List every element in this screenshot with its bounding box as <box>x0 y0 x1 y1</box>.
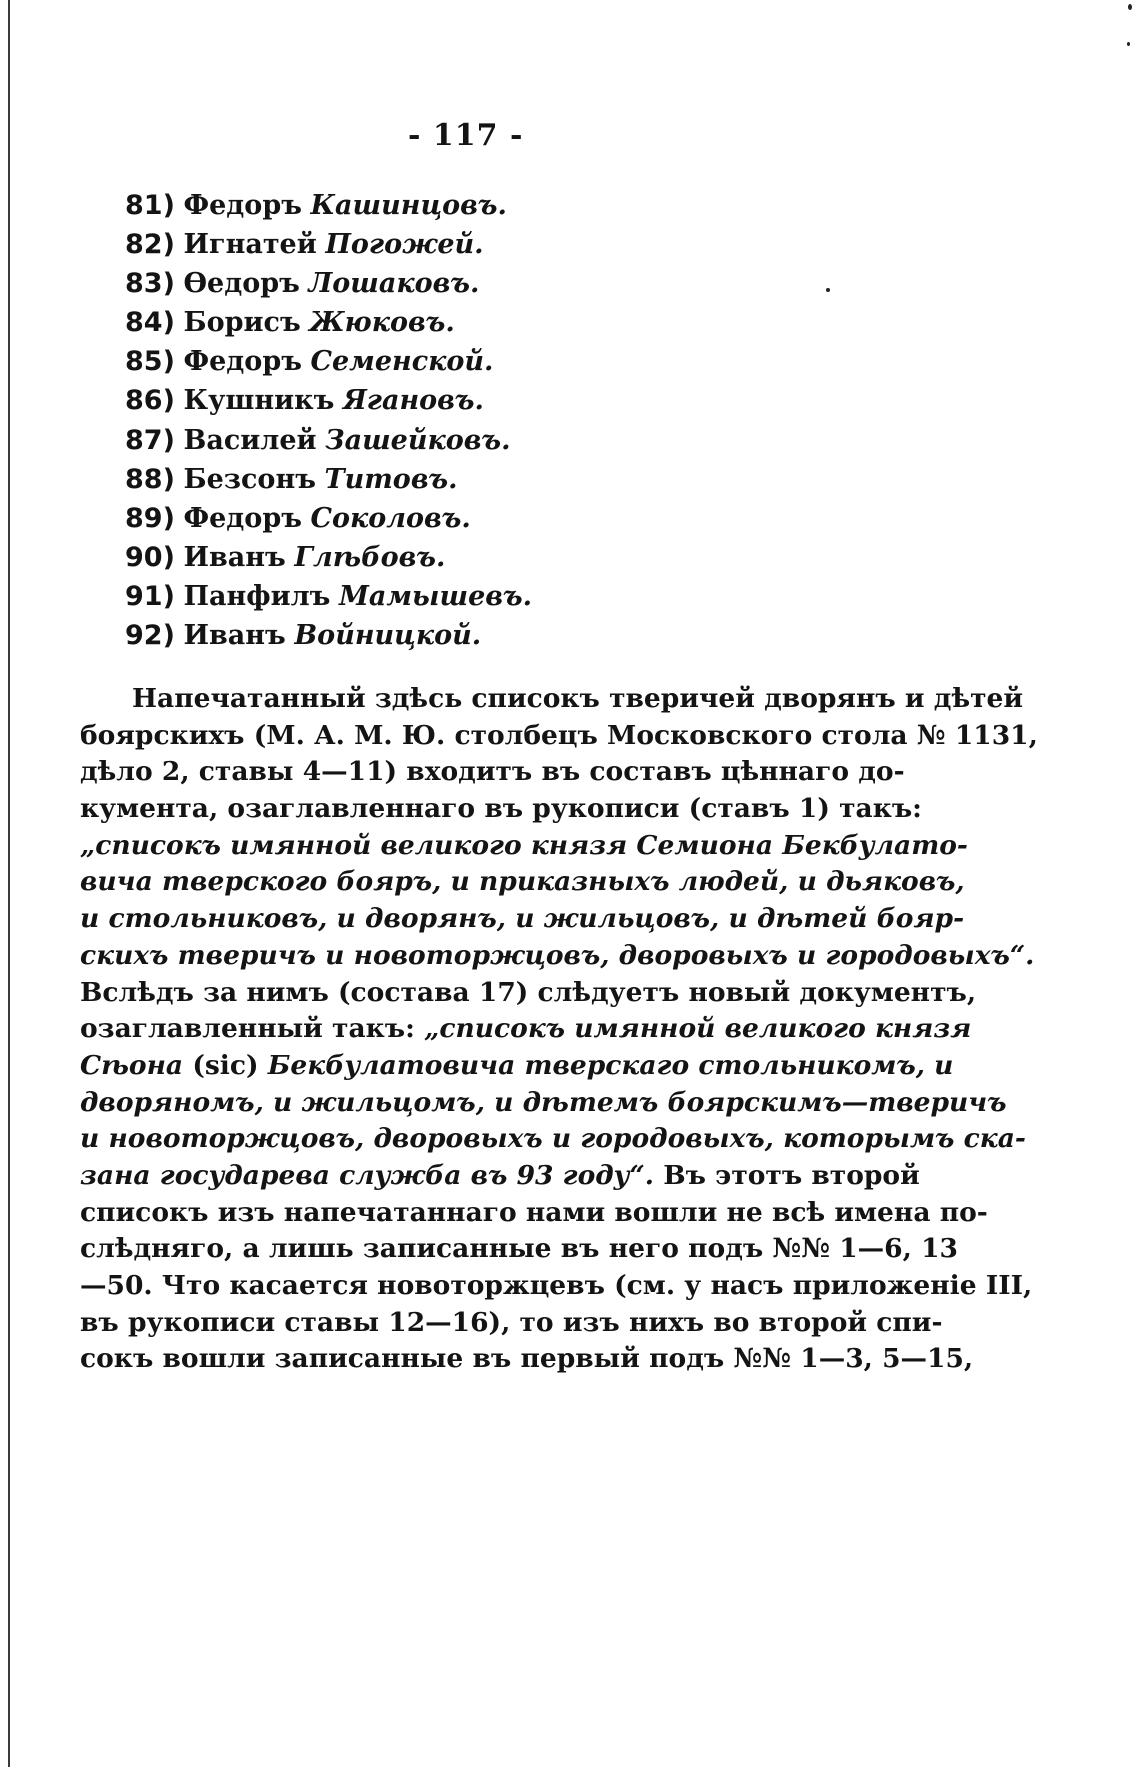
given-name: Федоръ <box>183 502 302 534</box>
quoted-italic-text: „списокъ имянной великого князя Семиона Бекбулато- <box>80 829 968 861</box>
entry-number: 84) <box>125 307 175 339</box>
scan-speck <box>1127 42 1130 46</box>
text-line <box>80 1085 1007 1122</box>
given-name: Иванъ <box>183 620 286 652</box>
surname: Жюковъ. <box>309 307 455 339</box>
entry-number: 89) <box>125 502 175 534</box>
surname: Зашейковъ. <box>325 424 511 456</box>
text-line <box>80 1048 954 1085</box>
text-line <box>80 681 1024 718</box>
roster-entry <box>125 381 532 420</box>
text-segment: дѣло 2, ставы 4—11) входитъ въ составъ цѣннаго до- <box>80 756 905 788</box>
text-line <box>80 1195 988 1232</box>
roster-entry <box>125 460 532 499</box>
quoted-italic-text: и новоторжцовъ, дворовыхъ и городовыхъ, которымъ ска- <box>80 1123 1026 1155</box>
surname: Мамышевъ. <box>339 580 533 612</box>
surname: Соколовъ. <box>310 502 471 534</box>
text-line <box>80 1268 1033 1305</box>
text-segment: Напечатанный здѣсь списокъ тверичей дворянъ и дѣтей <box>132 683 1024 714</box>
text-line <box>80 1341 974 1378</box>
text-segment: озаглавленный такъ: <box>80 1013 425 1045</box>
text-segment: списокъ изъ напечатаннаго нами вошли не всѣ имена по- <box>80 1196 988 1228</box>
given-name: Федоръ <box>183 190 302 221</box>
given-name: Өедоръ <box>183 268 300 300</box>
scan-speck <box>826 288 830 292</box>
text-line <box>80 1011 972 1048</box>
text-line <box>80 901 965 938</box>
given-name: Борисъ <box>183 307 301 339</box>
entry-number: 92) <box>125 620 175 652</box>
roster-entry <box>125 264 532 303</box>
roster-entry <box>125 225 532 264</box>
entry-number: 82) <box>125 229 175 261</box>
text-segment: Вслѣдъ за нимъ (состава 17) слѣдуетъ новый документъ, <box>80 976 977 1008</box>
surname: Лошаковъ. <box>308 268 480 300</box>
text-segment: боярскихъ (М. А. М. Ю. столбецъ Московского стола № 1131, <box>80 719 1038 751</box>
text-segment: (sic) <box>192 1049 268 1081</box>
entry-number: 85) <box>125 346 175 378</box>
surname: Кашинцовъ. <box>310 190 507 221</box>
surname: Погожей. <box>325 229 484 261</box>
quoted-italic-text: „списокъ имянной великого князя <box>424 1013 972 1045</box>
quoted-italic-text: скихъ тверичъ и новоторжцовъ, дворовыхъ и городовыхъ“. <box>80 939 1035 971</box>
quoted-italic-text: Сѣона <box>80 1049 193 1081</box>
entry-number: 83) <box>125 268 175 300</box>
quoted-italic-text: вича тверского бояръ, и приказныхъ людей, и дьяковъ, <box>80 866 965 898</box>
roster-entry <box>125 499 532 538</box>
body-paragraph <box>80 681 1038 1378</box>
given-name: Федоръ <box>183 346 302 378</box>
roster-entry <box>125 421 532 460</box>
text-line <box>80 1231 958 1268</box>
scan-speck <box>1128 4 1132 10</box>
text-line <box>80 938 1035 975</box>
roster-entry <box>125 577 532 616</box>
text-segment: Въ этотъ второй <box>654 1159 920 1191</box>
text-segment: сокъ вошли записанные въ первый подъ №№ 1—3, 5—15, <box>80 1343 974 1375</box>
roster-entry <box>125 303 532 342</box>
given-name: Панфилъ <box>183 580 331 612</box>
surname: Глѣбовъ. <box>294 541 446 573</box>
given-name: Кушникъ <box>183 385 335 417</box>
roster-entry <box>125 342 532 381</box>
entry-number: 90) <box>125 541 175 573</box>
text-segment: —50. Что касается новоторжцевъ (см. у насъ приложеніе III, <box>80 1270 1033 1301</box>
roster-entry <box>125 538 532 577</box>
quoted-italic-text: дворяномъ, и жильцомъ, и дѣтемъ боярскимъ—тверичъ <box>80 1086 1007 1118</box>
quoted-italic-text: и стольниковъ, и дворянъ, и жильцовъ, и дѣтей бояр- <box>80 903 965 935</box>
entry-number: 87) <box>125 424 175 456</box>
given-name: Игнатей <box>183 229 317 261</box>
text-line <box>80 754 905 791</box>
surname: Семенской. <box>310 346 494 378</box>
entry-number: 91) <box>125 580 175 612</box>
entry-number: 81) <box>125 190 175 221</box>
quoted-italic-text: зана государева служба въ 93 году“. <box>80 1159 654 1191</box>
surname: Титовъ. <box>324 463 458 495</box>
text-line <box>80 828 968 865</box>
surname: Ягановъ. <box>342 385 484 417</box>
page-number: - 117 - <box>408 118 524 153</box>
text-line <box>80 718 1038 755</box>
given-name: Василей <box>183 424 317 456</box>
roster-entry <box>125 186 532 225</box>
text-line <box>80 864 965 901</box>
entry-number: 86) <box>125 385 175 417</box>
roster-entry <box>125 616 532 655</box>
given-name: Безсонъ <box>183 463 316 495</box>
text-line <box>80 791 922 828</box>
page-edge-rule <box>8 0 10 1767</box>
text-segment: слѣдняго, а лишь записанные въ него подъ №№ 1—6, 13 <box>80 1233 958 1265</box>
text-segment: кумента, озаглавленнаго въ рукописи (ставъ 1) такъ: <box>80 793 922 825</box>
text-line <box>80 1158 920 1195</box>
surname: Войницкой. <box>294 620 482 652</box>
quoted-italic-text: Бекбулатовича тверскаго стольникомъ, и <box>267 1049 954 1081</box>
text-line <box>80 1121 1026 1158</box>
text-line <box>80 975 977 1012</box>
entry-number: 88) <box>125 463 175 495</box>
text-line <box>80 1305 943 1342</box>
text-segment: въ рукописи ставы 12—16), то изъ нихъ во второй спи- <box>80 1306 943 1338</box>
given-name: Иванъ <box>183 541 286 573</box>
name-roster <box>125 186 532 655</box>
